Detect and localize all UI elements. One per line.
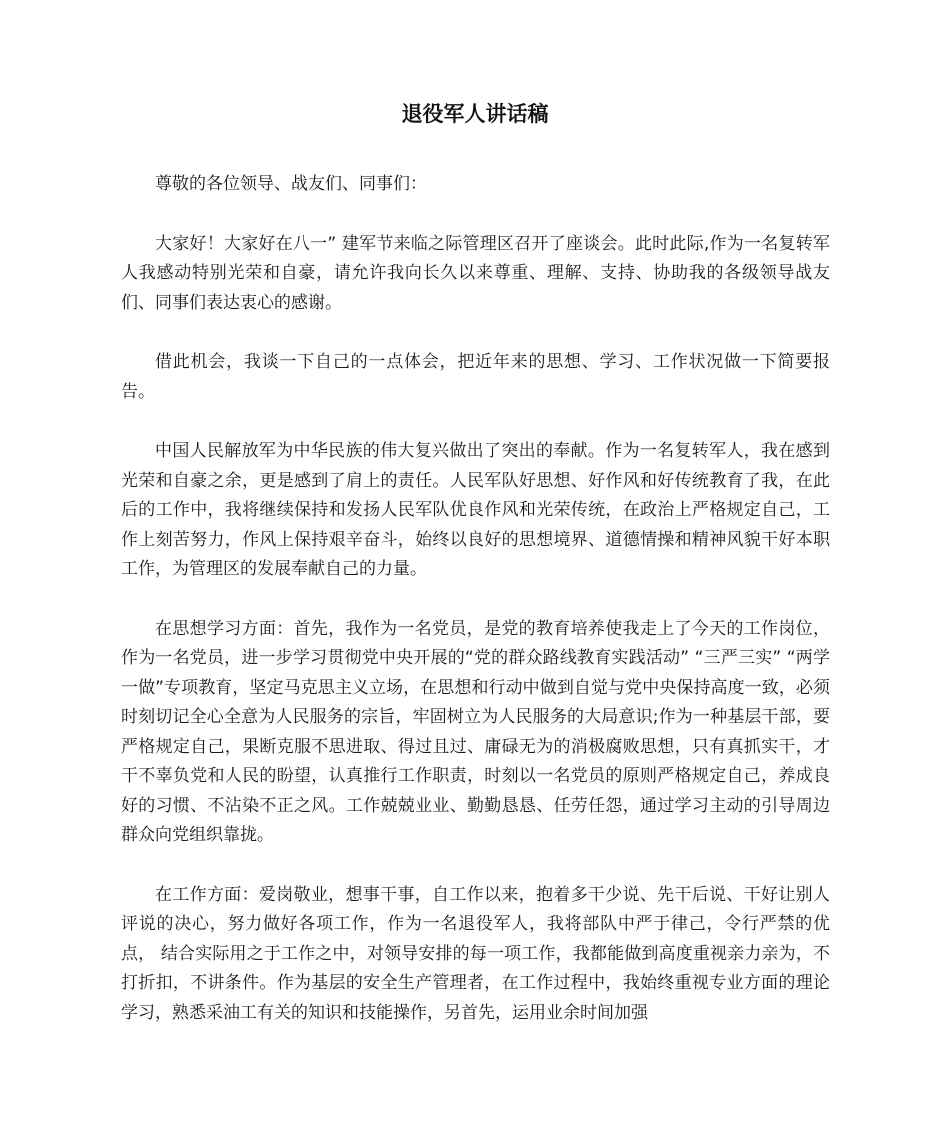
document-title: 退役军人讲话稿 — [401, 102, 549, 126]
greeting-paragraph: 大家好！大家好在八一” 建军节来临之际管理区召开了座谈会。此时此际,作为一名复转军人我感动特别光荣和自豪，请允许我向长久以来尊重、理解、支持、协助我的各级领导战友们、同事们表达衷心的感谢。 — [121, 233, 830, 313]
document-body — [121, 170, 830, 1058]
work-paragraph: 在工作方面：爱岗敬业，想事干事，自工作以来，抱着多干少说、先干后说、干好让别人评说的决心，努力做好各项工作，作为一名退役军人，我将部队中严于律己，令行严禁的优点， 结合实际用之于工作之中，对领导安排的每一项工作，我都能做到高度重视亲力亲为，不打折扣，不讲条件。作为基层的安全生产管理者，在工作过程中，我始终重视专业方面的理论学习，熟悉采油工有关的知识和技能操作，另首先，运用业余时间加强 — [121, 884, 830, 1023]
salutation-paragraph: 尊敬的各位领导、战友们、同事们： — [155, 174, 427, 194]
study-paragraph: 在思想学习方面：首先，我作为一名党员，是党的教育培养使我走上了今天的工作岗位，作为一名党员，进一步学习贯彻党中央开展的“党的群众路线教育实践活动” “三严三实” “两学一做”专项教育，坚定马克思主义立场，在思想和行动中做到自觉与党中央保持高度一致，必须时刻切记全心全意为人民服务的宗旨，牢固树立为人民服务的大局意识;作为一种基层干部，要严格规定自己，果断克服不思进取、得过且过、庸碌无为的消极腐败思想，只有真抓实干，才干不辜负党和人民的盼望，认真推行工作职责，时刻以一名党员的原则严格规定自己，养成良好的习惯、不沾染不正之风。工作兢兢业业、勤勤恳恳、任劳任怨，通过学习主动的引导周边群众向党组织靠拢。 — [121, 618, 830, 845]
army-paragraph: 中国人民解放军为中华民族的伟大复兴做出了突出的奉献。作为一名复转军人，我在感到光荣和自豪之余，更是感到了肩上的责任。人民军队好思想、好作风和好传统教育了我，在此后的工作中，我将继续保持和发扬人民军队优良作风和光荣传统，在政治上严格规定自己，工作上刻苦努力，作风上保持艰辛奋斗，始终以良好的思想境界、道德情操和精神风貌干好本职工作，为管理区的发展奉献自己的力量。 — [121, 441, 830, 579]
intro-paragraph: 借此机会，我谈一下自己的一点体会，把近年来的思想、学习、工作状况做一下简要报告。 — [121, 352, 830, 402]
